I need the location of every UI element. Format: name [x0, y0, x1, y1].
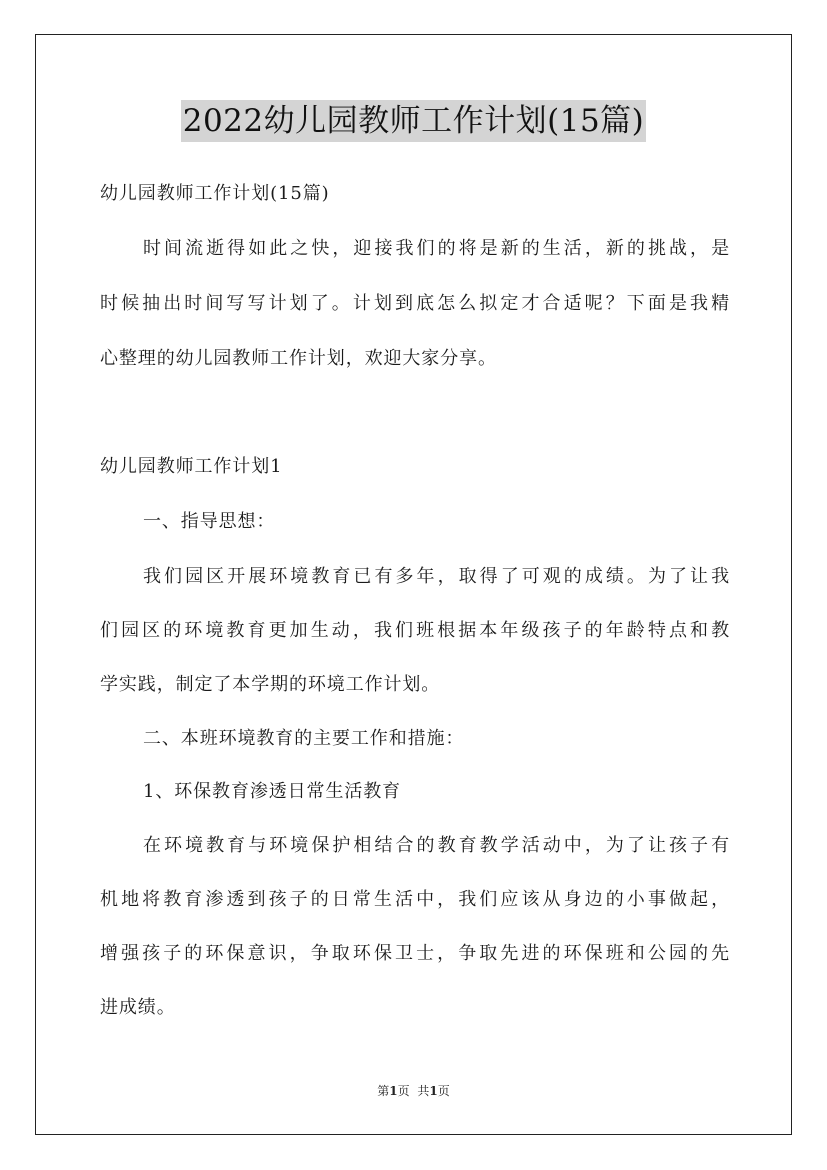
part1-line: 我们园区开展环境教育已有多年，取得了可观的成绩。为了让我 — [143, 566, 730, 587]
part1-line: 学实践，制定了本学期的环境工作计划。 — [100, 674, 441, 695]
part1-heading: 一、指导思想： — [143, 511, 276, 532]
part2-heading: 二、本班环境教育的主要工作和措施： — [143, 728, 465, 749]
part1-line: 们园区的环境教育更加生动，我们班根据本年级孩子的年龄特点和教 — [100, 620, 730, 641]
part2-subheading: 1、环保教育渗透日常生活教育 — [143, 781, 402, 802]
page-label-suffix: 页 — [397, 1084, 410, 1098]
total-pages-number: 1 — [429, 1084, 438, 1098]
intro-line: 心整理的幼儿园教师工作计划，欢迎大家分享。 — [100, 348, 497, 369]
intro-line: 时间流逝得如此之快，迎接我们的将是新的生活，新的挑战，是 — [143, 238, 730, 259]
title-container — [0, 100, 827, 142]
document-title: 2022幼儿园教师工作计划(15篇) — [181, 100, 647, 142]
part2-line: 增强孩子的环保意识，争取环保卫士，争取先进的环保班和公园的先 — [100, 943, 730, 964]
total-label-suffix: 页 — [437, 1084, 450, 1098]
current-page-number: 1 — [389, 1084, 398, 1098]
section-heading: 幼儿园教师工作计划1 — [100, 456, 283, 477]
part2-line: 机地将教育渗透到孩子的日常生活中，我们应该从身边的小事做起， — [100, 889, 730, 910]
page-footer — [0, 1083, 827, 1099]
document-subtitle: 幼儿园教师工作计划(15篇) — [100, 183, 330, 204]
total-label-prefix: 共 — [417, 1084, 430, 1098]
part2-line: 在环境教育与环境保护相结合的教育教学活动中，为了让孩子有 — [143, 835, 730, 856]
page-label-prefix: 第 — [377, 1084, 390, 1098]
intro-line: 时候抽出时间写写计划了。计划到底怎么拟定才合适呢？下面是我精 — [100, 293, 730, 314]
part2-line: 进成绩。 — [100, 997, 176, 1018]
